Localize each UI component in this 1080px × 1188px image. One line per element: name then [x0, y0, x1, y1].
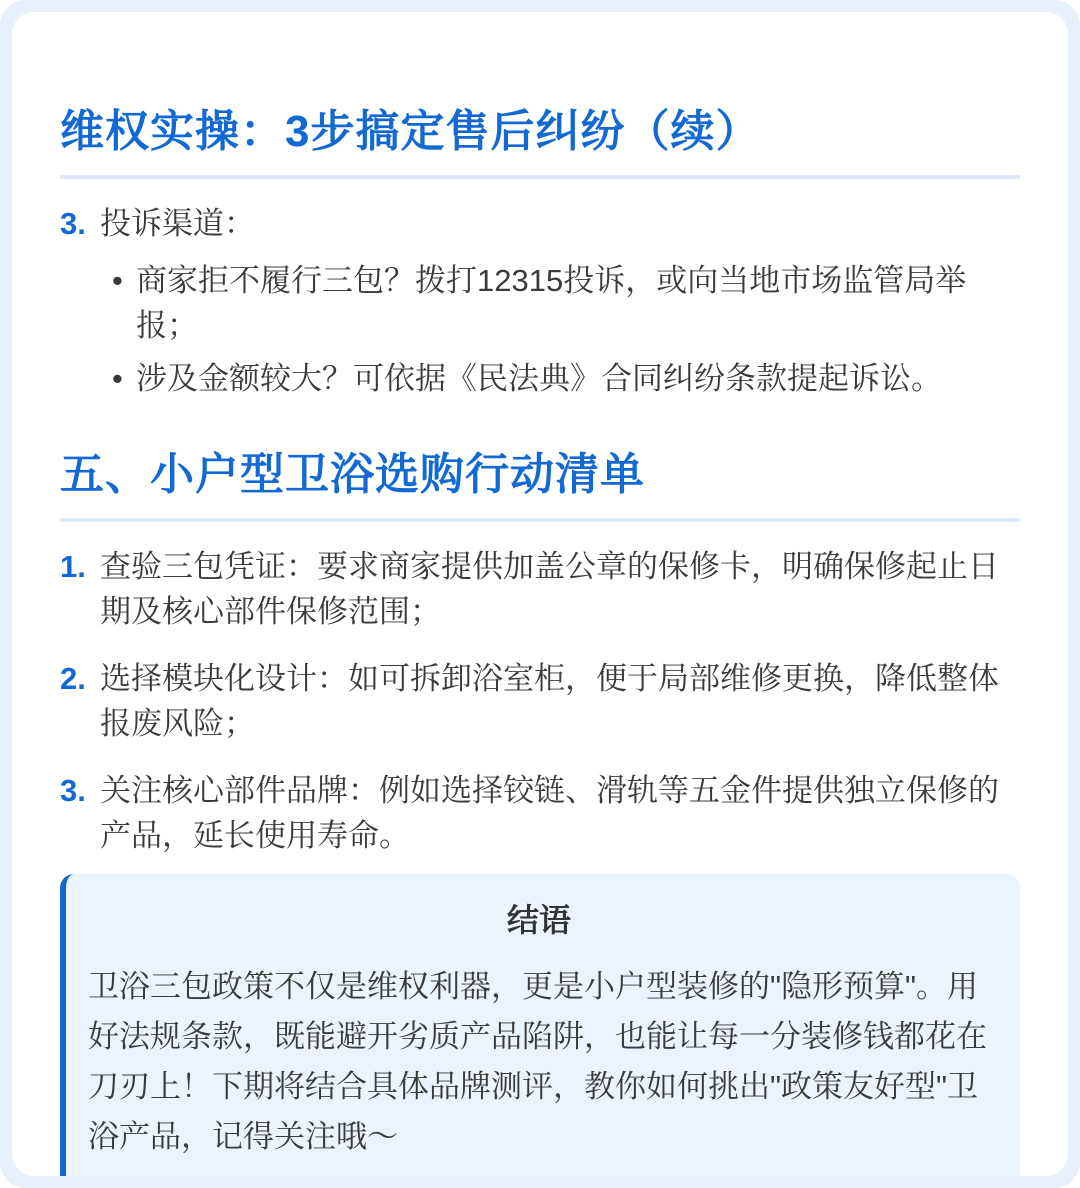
list-item-text: 关注核心部件品牌：例如选择铰链、滑轨等五金件提供独立保修的产品，延长使用寿命。 — [100, 773, 999, 853]
list-number: 1. — [60, 549, 86, 584]
conclusion-callout — [60, 874, 1020, 1176]
bullet-text: 商家拒不履行三包？拨打12315投诉，或向当地市场监管局举报； — [136, 263, 967, 343]
bullet-icon: • — [112, 361, 123, 396]
article-card — [12, 12, 1068, 1176]
heading-divider — [60, 175, 1020, 179]
callout-title: 结语 — [506, 902, 571, 938]
list-number: 3. — [60, 206, 86, 241]
bullet-list-complaint-channels — [112, 258, 1020, 401]
bullet-item — [112, 258, 1020, 348]
section-heading-dispute: 维权实操：3步搞定售后纠纷（续） — [60, 107, 761, 156]
list-item-text: 投诉渠道： — [100, 206, 255, 241]
numbered-item-check-warranty — [60, 544, 1020, 634]
section-shopping-checklist — [60, 447, 1020, 858]
numbered-item-complaint-channels — [60, 201, 1020, 246]
list-item-text: 查验三包凭证：要求商家提供加盖公章的保修卡，明确保修起止日期及核心部件保修范围； — [100, 549, 999, 629]
bullet-text: 涉及金额较大？可依据《民法典》合同纠纷条款提起诉讼。 — [136, 361, 942, 396]
numbered-item-core-parts-brand — [60, 768, 1020, 858]
list-number: 2. — [60, 661, 86, 696]
section-heading-checklist: 五、小户型卫浴选购行动清单 — [60, 450, 645, 499]
bullet-item — [112, 356, 1020, 401]
list-number: 3. — [60, 773, 86, 808]
section-dispute-resolution — [60, 104, 1020, 401]
numbered-item-modular-design — [60, 656, 1020, 746]
callout-body-text: 卫浴三包政策不仅是维权利器，更是小户型装修的"隐形预算"。用好法规条款，既能避开劣质产品陷阱，也能让每一分装修钱都花在刀刃上！下期将结合具体品牌测评，教你如何挑出"政策友好型"卫浴产品，记得关注哦～ — [88, 969, 987, 1154]
list-item-text: 选择模块化设计：如可拆卸浴室柜，便于局部维修更换，降低整体报废风险； — [100, 661, 999, 741]
bullet-icon: • — [112, 263, 123, 298]
heading-divider — [60, 518, 1020, 522]
